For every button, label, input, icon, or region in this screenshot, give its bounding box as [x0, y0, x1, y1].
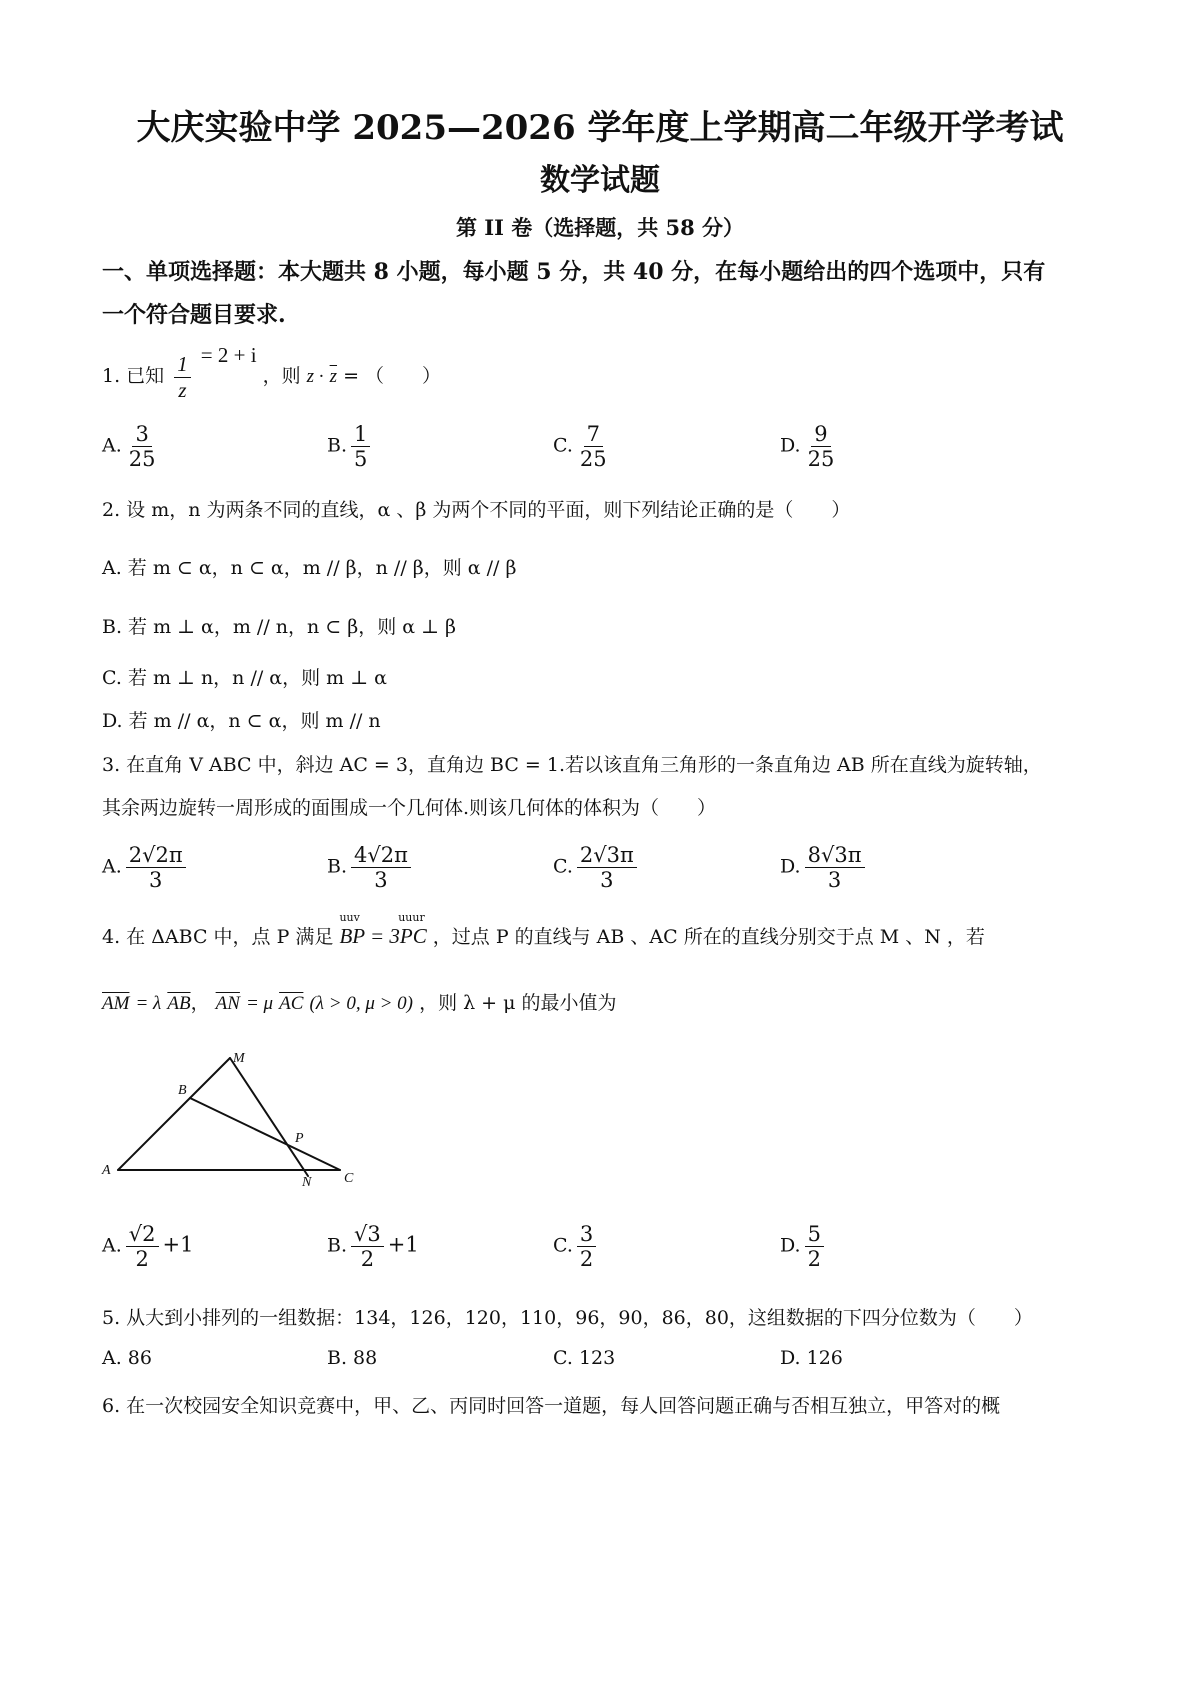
q2-option-a[interactable]: A. 若 m ⊂ α，n ⊂ α，m // β，n // β，则 α // β	[102, 557, 517, 579]
q3-option-d[interactable]: D. $\frac{8√3\pi}{3}$	[780, 843, 869, 892]
q2-option-b[interactable]: B. 若 m ⊥ α，m // n，n ⊂ β，则 α ⊥ β	[102, 616, 457, 638]
q5-option-d[interactable]: D. 126	[780, 1347, 843, 1369]
exam-subtitle: 数学试题	[540, 163, 660, 198]
q1-given-fraction: $\frac{1}{z}$	[174, 352, 191, 401]
q4-option-d[interactable]: D. $\frac{5}{2}$	[780, 1222, 828, 1271]
q1-option-d[interactable]: D. $\frac{9}{25}$	[780, 422, 835, 472]
label-m: M	[233, 1051, 245, 1066]
q1-option-b[interactable]: B. $\frac{1}{5}$	[327, 422, 374, 471]
question-1	[102, 343, 441, 402]
q1-middle: ，则	[262, 365, 301, 387]
q3-option-c[interactable]: C. $\frac{2√3\pi}{3}$	[553, 843, 641, 892]
q1-prefix: 1. 已知	[102, 365, 165, 387]
triangle-diagram	[100, 1050, 380, 1200]
q1-option-c[interactable]: C. $\frac{7}{25}$	[553, 422, 607, 472]
q2-option-c[interactable]: C. 若 m ⊥ n，n // α，则 m ⊥ α	[102, 667, 387, 689]
label-n: N	[302, 1175, 312, 1190]
part-heading-line1: 一、单项选择题：本大题共 8 小题，每小题 5 分，共 40 分，在每小题给出的四个选项中，只有	[102, 259, 1046, 285]
label-a: A	[102, 1163, 111, 1178]
q5-option-b[interactable]: B. 88	[327, 1347, 378, 1369]
q4-option-b[interactable]: B. $\frac{√3}{2}$ +1	[327, 1222, 419, 1272]
question-6: 6. 在一次校园安全知识竞赛中，甲、乙、丙同时回答一道题，每人回答问题正确与否相互独立，甲答对的概	[102, 1395, 1001, 1417]
question-5: 5. 从大到小排列的一组数据：134，126，120，110，96，90，86，80，这组数据的下四分位数为（ ）	[102, 1307, 1033, 1329]
q5-option-c[interactable]: C. 123	[553, 1347, 616, 1369]
line-bc	[190, 1098, 340, 1170]
q2-option-d[interactable]: D. 若 m // α，n ⊂ α，则 m // n	[102, 710, 381, 732]
exam-title: 大庆实验中学 2025—2026 学年度上学期高二年级开学考试	[136, 108, 1064, 148]
q4-option-a[interactable]: A. $\frac{√2}{2}$ +1	[102, 1222, 194, 1272]
q1-suffix: （ ）	[365, 365, 442, 387]
question-3-line2: 其余两边旋转一周形成的面围成一个几何体.则该几何体的体积为（ ）	[102, 797, 717, 819]
label-c: C	[344, 1171, 354, 1186]
q3-option-a[interactable]: A. $\frac{2√2\pi}{3}$	[102, 843, 190, 892]
question-2: 2. 设 m，n 为两条不同的直线，α 、β 为两个不同的平面，则下列结论正确的是（ ）	[102, 499, 851, 521]
question-4-line1: 4. 在 ΔABC 中，点 P 满足 uuv uuur BP = 3PC ，过点 P 的直线与 AB 、AC 所在的直线分别交于点 M 、N ，若	[102, 911, 985, 948]
q1-expr-eq: =	[343, 365, 359, 387]
q5-option-a[interactable]: A. 86	[102, 1347, 152, 1369]
q4-option-c[interactable]: C. $\frac{3}{2}$	[553, 1222, 600, 1271]
line-mn	[230, 1058, 308, 1176]
line-am	[118, 1058, 230, 1170]
q4-vector-equation: uuv uuur BP = 3PC	[339, 911, 427, 948]
part-heading-line2: 一个符合题目要求.	[102, 302, 286, 328]
section-title: 第 II 卷（选择题，共 58 分）	[455, 215, 745, 240]
q1-given-rhs: = 2 + i	[200, 343, 257, 367]
question-4-line2: $\overline{AM} = \lambda$ $\overline{AB}$， $\overline{AN} = \mu$ $\overline{AC}$ (λ > 0, μ > 0) ，则 λ + μ 的最小值为	[102, 992, 617, 1014]
q3-option-b[interactable]: B. $\frac{4√2\pi}{3}$	[327, 843, 415, 892]
label-p: P	[295, 1131, 304, 1146]
label-b: B	[178, 1083, 187, 1098]
question-3-line1: 3. 在直角 V ABC 中，斜边 AC = 3，直角边 BC = 1.若以该直角三角形的一条直角边 AB 所在直线为旋转轴，	[102, 754, 1042, 776]
q1-expr-z: z ·	[306, 366, 324, 387]
q1-expr-zbar: $\overline{z}$	[329, 366, 338, 387]
q1-option-a[interactable]: A. $\frac{3}{25}$	[102, 422, 156, 472]
